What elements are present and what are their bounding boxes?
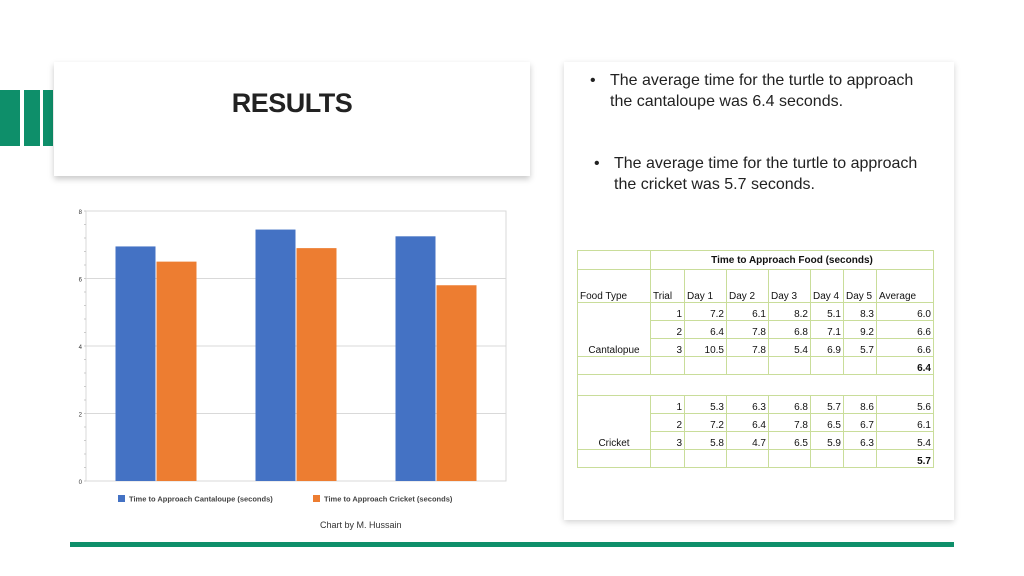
- col-header: Day 1: [685, 270, 727, 303]
- bar-cantaloupe: [396, 236, 436, 481]
- y-tick-label: 4: [78, 345, 82, 351]
- legend-swatch: [118, 495, 125, 502]
- y-tick-label: 2: [78, 412, 82, 419]
- bar-cantaloupe: [256, 230, 296, 481]
- y-tick-label: 8: [78, 210, 82, 216]
- col-header: Day 4: [811, 270, 844, 303]
- table-row: 2 7.2 6.4 7.8 6.5 6.7 6.1: [578, 414, 934, 432]
- col-header: Day 5: [844, 270, 877, 303]
- y-tick-label: 0: [78, 480, 82, 486]
- bullet-dot-icon: •: [590, 72, 596, 89]
- bar-cricket: [157, 262, 197, 481]
- table-row-spacer: [578, 375, 934, 396]
- bar-cricket: [437, 285, 477, 481]
- table-header-row: [578, 270, 934, 303]
- legend-swatch: [313, 495, 320, 502]
- bottom-accent-line: [70, 542, 954, 547]
- table-row-overall: [578, 357, 934, 375]
- results-card: [564, 62, 954, 520]
- slide-title: RESULTS: [231, 88, 353, 118]
- bar-chart: [62, 200, 512, 520]
- table-title: Time to Approach Food (seconds): [651, 251, 934, 270]
- legend-label: Time to Approach Cantaloupe (seconds): [129, 494, 273, 504]
- table-row: 3 5.8 4.7 6.5 5.9 6.3 5.4: [578, 432, 934, 450]
- table-row: Cantalopue 1 7.2 6.1 8.2 5.1 8.3 6.0: [578, 303, 934, 321]
- food-type-cell: Cricket: [578, 396, 651, 450]
- accent-bar-1: [0, 90, 20, 146]
- overall-average: 6.4: [877, 357, 934, 375]
- col-header: Day 3: [769, 270, 811, 303]
- chart-credit: Chart by M. Hussain: [320, 520, 402, 530]
- title-card: [54, 62, 530, 176]
- table-row: 2 6.4 7.8 6.8 7.1 9.2 6.6: [578, 321, 934, 339]
- legend-label: Time to Approach Cricket (seconds): [324, 494, 453, 504]
- table-row: Cricket 1 5.3 6.3 6.8 5.7 8.6 5.6: [578, 396, 934, 414]
- col-header: Food Type: [578, 270, 651, 303]
- bullet-cantaloupe: • The average time for the turtle to approach the cantaloupe was 6.4 seconds.: [590, 72, 914, 110]
- bullet-cricket: • The average time for the turtle to approach the cricket was 5.7 seconds.: [594, 155, 918, 193]
- table-row-overall: [578, 450, 934, 468]
- bullet-dot-icon: •: [594, 155, 600, 172]
- col-header: Average: [877, 270, 934, 303]
- accent-bar-2: [24, 90, 40, 146]
- bar-cricket: [297, 248, 337, 481]
- table-row: 3 10.5 7.8 5.4 6.9 5.7 6.6: [578, 339, 934, 357]
- col-header: Trial: [651, 270, 685, 303]
- col-header: Day 2: [727, 270, 769, 303]
- accent-bar-3: [43, 90, 53, 146]
- overall-average: 5.7: [877, 450, 934, 468]
- y-tick-label: 6: [78, 277, 82, 284]
- food-table: [577, 250, 934, 468]
- food-type-cell: Cantalopue: [578, 303, 651, 357]
- bar-cantaloupe: [116, 246, 156, 481]
